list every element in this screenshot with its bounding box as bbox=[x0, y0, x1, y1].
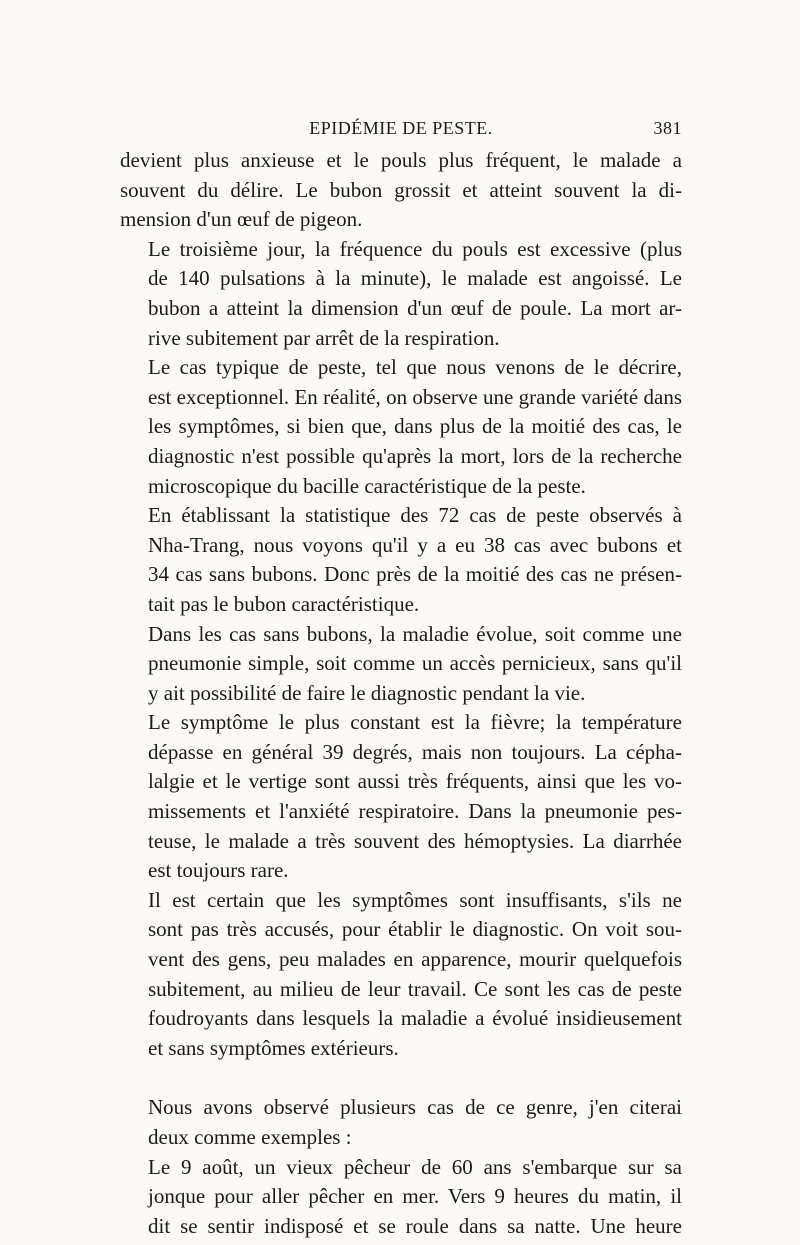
text-line: Le symptôme le plus constant est la fièvre; la température bbox=[148, 710, 682, 735]
text-line: dit se sentir indisposé et se roule dans sa natte. Une heure bbox=[148, 1213, 682, 1238]
section-gap bbox=[120, 1063, 682, 1093]
text-line: et sans symptômes extérieurs. bbox=[148, 1035, 399, 1060]
text-line: Nha-Trang, nous voyons qu'il y a eu 38 cas avec bubons et bbox=[148, 532, 682, 557]
text-line: missements et l'anxiété respiratoire. Dans la pneumonie pes- bbox=[148, 799, 682, 824]
text-line: mension d'un œuf de pigeon. bbox=[120, 207, 363, 232]
text-line: foudroyants dans lesquels la maladie a évolué insidieusement bbox=[148, 1006, 682, 1031]
text-line: souvent du délire. Le bubon grossit et atteint souvent la di- bbox=[120, 177, 682, 202]
text-line: de 140 pulsations à la minute), le malade est angoissé. Le bbox=[148, 266, 682, 291]
running-title: EPIDÉMIE DE PESTE. bbox=[309, 118, 493, 138]
paragraph bbox=[120, 620, 682, 709]
text-line: bubon a atteint la dimension d'un œuf de poule. La mort ar- bbox=[148, 295, 682, 320]
paragraph bbox=[120, 1093, 682, 1152]
text-line: pneumonie simple, soit comme un accès pernicieux, sans qu'il bbox=[148, 651, 682, 676]
text-line: subitement, au milieu de leur travail. Ce sont les cas de peste bbox=[148, 976, 682, 1001]
text-line: sont pas très accusés, pour établir le diagnostic. On voit sou- bbox=[148, 917, 682, 942]
text-line: Le troisième jour, la fréquence du pouls est excessive (plus bbox=[148, 236, 682, 261]
text-line: 34 cas sans bubons. Donc près de la moitié des cas ne présen- bbox=[148, 562, 682, 587]
paragraph bbox=[120, 146, 682, 235]
text-line: lalgie et le vertige sont aussi très fréquents, ainsi que les vo- bbox=[148, 769, 682, 794]
paragraph bbox=[120, 353, 682, 501]
text-line: est toujours rare. bbox=[148, 858, 289, 883]
text-line: En établissant la statistique des 72 cas de peste observés à bbox=[148, 503, 682, 528]
text-line: Nous avons observé plusieurs cas de ce genre, j'en citerai bbox=[148, 1095, 682, 1120]
text-line: microscopique du bacille caractéristique de la peste. bbox=[148, 473, 586, 498]
text-block-cases bbox=[120, 1093, 682, 1241]
text-line: Le 9 août, un vieux pêcheur de 60 ans s'embarque sur sa bbox=[148, 1154, 682, 1179]
text-line: rive subitement par arrêt de la respiration. bbox=[148, 325, 500, 350]
text-line: tait pas le bubon caractéristique. bbox=[148, 591, 420, 616]
page-number: 381 bbox=[653, 118, 682, 138]
text-line: Le cas typique de peste, tel que nous venons de le décrire, bbox=[148, 355, 682, 380]
text-line: teuse, le malade a très souvent des hémoptysies. La diarrhée bbox=[148, 828, 682, 853]
text-line: jonque pour aller pêcher en mer. Vers 9 heures du matin, il bbox=[148, 1184, 682, 1209]
text-line: les symptômes, si bien que, dans plus de la moitié des cas, le bbox=[148, 414, 682, 439]
paragraph bbox=[120, 708, 682, 886]
paragraph bbox=[120, 235, 682, 353]
text-block-main bbox=[120, 146, 682, 1063]
text-line: y ait possibilité de faire le diagnostic pendant la vie. bbox=[148, 680, 586, 705]
text-line: deux comme exemples : bbox=[148, 1125, 352, 1149]
paragraph bbox=[120, 501, 682, 619]
paragraph bbox=[120, 886, 682, 1064]
text-line: est exceptionnel. En réalité, on observe une grande variété dans bbox=[148, 384, 682, 409]
paragraph bbox=[120, 1153, 682, 1242]
running-head bbox=[120, 112, 682, 146]
text-line: Dans les cas sans bubons, la maladie évolue, soit comme une bbox=[148, 621, 682, 646]
book-page bbox=[120, 112, 682, 1241]
text-line: diagnostic n'est possible qu'après la mort, lors de la recherche bbox=[148, 443, 682, 468]
text-line: Il est certain que les symptômes sont insuffisants, s'ils ne bbox=[148, 887, 682, 912]
text-line: devient plus anxieuse et le pouls plus fréquent, le malade a bbox=[120, 148, 682, 172]
text-line: dépasse en général 39 degrés, mais non toujours. La cépha- bbox=[148, 739, 682, 764]
text-line: vent des gens, peu malades en apparence, mourir quelquefois bbox=[148, 947, 682, 972]
